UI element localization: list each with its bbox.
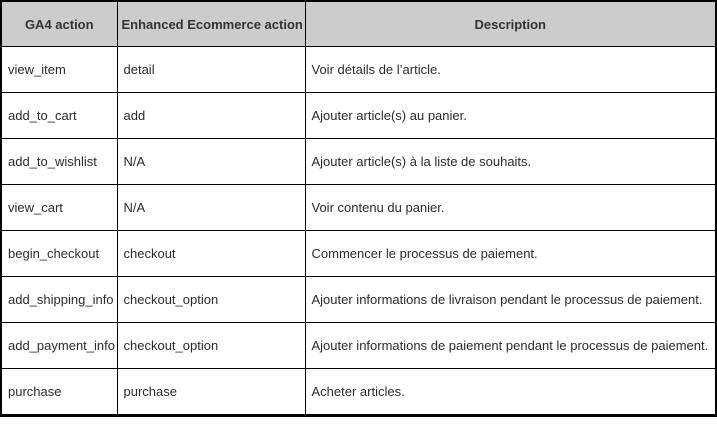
cell-description: Commencer le processus de paiement. [305,231,716,277]
cell-description: Voir détails de l’article. [305,47,716,93]
cell-description: Ajouter informations de livraison pendant le processus de paiement. [305,277,716,323]
cell-description: Ajouter article(s) au panier. [305,93,716,139]
table-header [1,1,716,47]
cell-description: Acheter articles. [305,369,716,416]
cell-ee-action: purchase [117,369,305,416]
table-row [1,323,716,369]
table-row [1,277,716,323]
table-row [1,93,716,139]
cell-ee-action: checkout_option [117,323,305,369]
column-header-description: Description [305,1,716,47]
cell-ee-action: add [117,93,305,139]
cell-ga4-action: purchase [1,369,117,416]
header-row [1,1,716,47]
cell-ee-action: N/A [117,185,305,231]
cell-ga4-action: view_cart [1,185,117,231]
table-row [1,139,716,185]
cell-ga4-action: begin_checkout [1,231,117,277]
cell-ee-action: checkout [117,231,305,277]
cell-ga4-action: add_payment_info [1,323,117,369]
cell-ee-action: N/A [117,139,305,185]
cell-ga4-action: add_to_wishlist [1,139,117,185]
cell-description: Ajouter informations de paiement pendant le processus de paiement. [305,323,716,369]
cell-description: Ajouter article(s) à la liste de souhaits. [305,139,716,185]
cell-ga4-action: view_item [1,47,117,93]
table-row [1,369,716,416]
table-body [1,47,716,416]
column-header-ga4-action: GA4 action [1,1,117,47]
cell-description: Voir contenu du panier. [305,185,716,231]
table-row [1,185,716,231]
cell-ga4-action: add_to_cart [1,93,117,139]
table-row [1,231,716,277]
cell-ga4-action: add_shipping_info [1,277,117,323]
table-row [1,47,716,93]
cell-ee-action: detail [117,47,305,93]
cell-ee-action: checkout_option [117,277,305,323]
column-header-enhanced-ecommerce-action: Enhanced Ecommerce action [117,1,305,47]
